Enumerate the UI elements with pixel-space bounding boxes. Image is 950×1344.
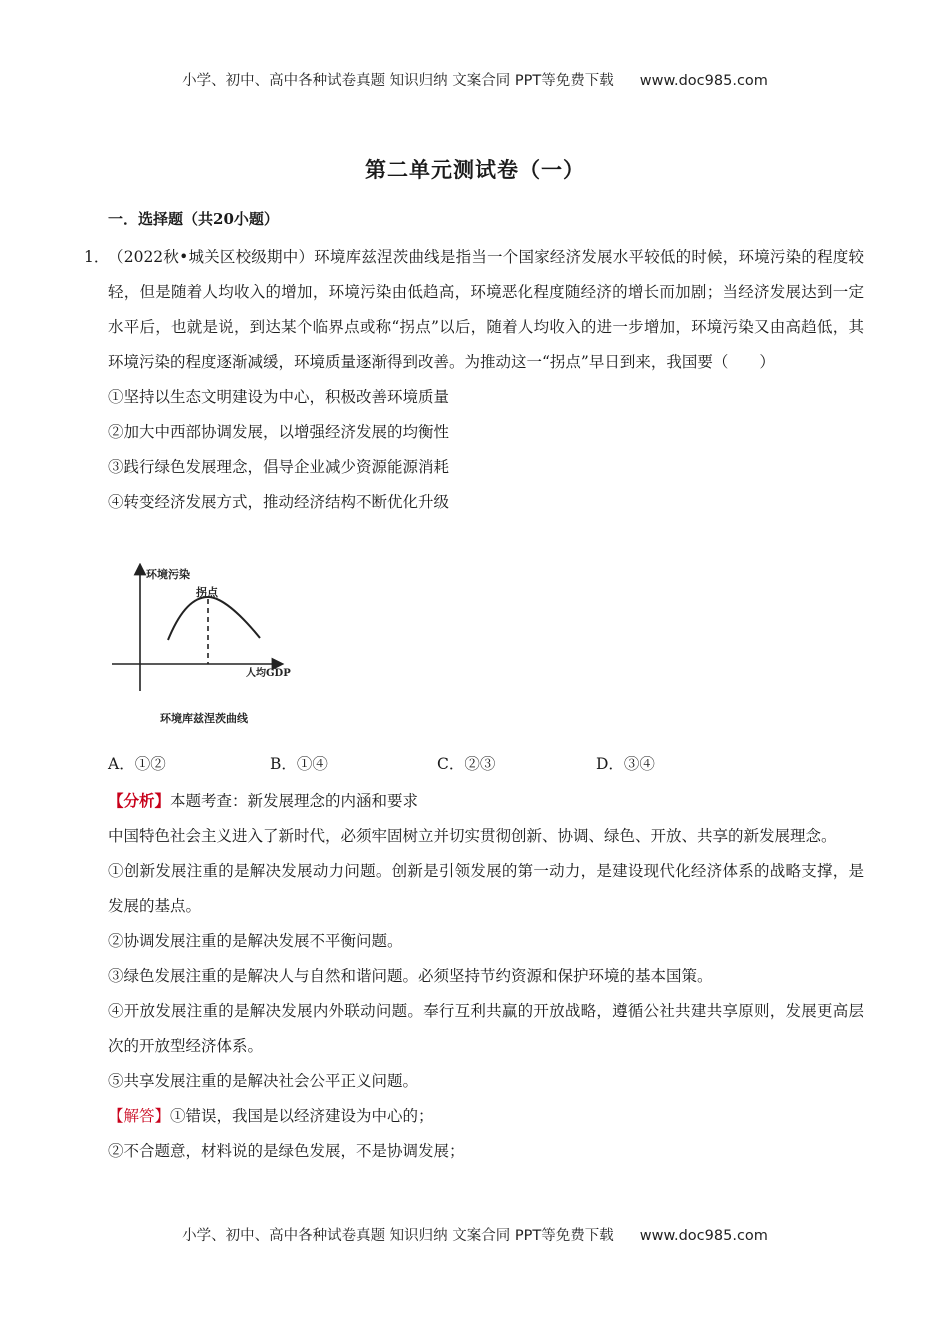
kuznets-curve-chart [108, 563, 308, 733]
choice-a[interactable]: A．①② [108, 755, 166, 773]
question-1 [84, 240, 864, 520]
header-site-link[interactable]: www.doc985.com [639, 73, 768, 89]
x-axis-label: 人均GDP [246, 668, 291, 679]
answer-line-text: ①错误，我国是以经济建设为中心的； [170, 1107, 434, 1125]
kuznets-curve-figure [108, 563, 308, 733]
section-heading: 一．选择题（共20小题） [108, 210, 279, 228]
analysis-paragraph: ①创新发展注重的是解决发展动力问题。创新是引领发展的第一动力，是建设现代化经济体系的战略支撑，是发展的基点。 [108, 862, 864, 915]
page-header [0, 69, 950, 90]
curve-line [168, 597, 260, 640]
analysis-paragraph: 中国特色社会主义进入了新时代，必须牢固树立并切实贯彻创新、协调、绿色、开放、共享的新发展理念。 [108, 827, 837, 845]
choice-d[interactable]: D．③④ [596, 755, 655, 773]
answer-tag: 【解答】 [108, 1107, 171, 1125]
answer-line: ②不合题意，材料说的是绿色发展，不是协调发展； [108, 1142, 465, 1160]
page-footer [0, 1224, 950, 1245]
footer-site-link[interactable]: www.doc985.com [639, 1228, 768, 1244]
analysis-paragraph: ④开放发展注重的是解决发展内外联动问题。奉行互利共赢的开放战略，遵循公社共建共享原则，发展更高层次的开放型经济体系。 [108, 1002, 864, 1055]
header-text: 小学、初中、高中各种试卷真题 知识归纳 文案合同 PPT等免费下载 [182, 73, 614, 89]
analysis-paragraph: ③绿色发展注重的是解决人与自然和谐问题。必须坚持节约资源和保护环境的基本国策。 [108, 967, 713, 985]
y-axis-label: 环境污染 [146, 568, 190, 581]
answer-choices [108, 747, 808, 781]
choice-c[interactable]: C．②③ [437, 755, 496, 773]
analysis-intro-text: 本题考查：新发展理念的内涵和要求 [170, 792, 419, 810]
analysis-paragraph: ⑤共享发展注重的是解决社会公平正义问题。 [108, 1072, 419, 1090]
figure-caption: 环境库兹涅茨曲线 [160, 712, 248, 725]
footer-text: 小学、初中、高中各种试卷真题 知识归纳 文案合同 PPT等免费下载 [182, 1228, 614, 1244]
statement-item: ③践行绿色发展理念，倡导企业减少资源能源消耗 [108, 458, 450, 476]
statement-item: ①坚持以生态文明建设为中心，积极改善环境质量 [108, 388, 450, 406]
document-title: 第二单元测试卷（一） [365, 157, 585, 182]
analysis-intro [108, 783, 864, 819]
question-number: 1． [84, 248, 110, 266]
question-stem: （2022秋•城关区校级期中）环境库兹涅茨曲线是指当一个国家经济发展水平较低的时候，环境污染的程度较轻，但是随着人均收入的增加，环境污染由低趋高，环境恶化程度随经济的增长而加剧；当经济发展达到一定水平后，也就是说，到达某个临界点或称“拐点”以后，随着人均收入的进一步增加，环境污染又由高趋低，其环境污染的程度逐渐减缓，环境质量逐渐得到改善。为推动这一“拐点”早日到来，我国要（ ） [108, 248, 864, 371]
peak-label: 拐点 [196, 586, 218, 599]
statement-item: ④转变经济发展方式，推动经济结构不断优化升级 [108, 493, 450, 511]
analysis-paragraph: ②协调发展注重的是解决发展不平衡问题。 [108, 932, 403, 950]
statement-item: ②加大中西部协调发展，以增强经济发展的均衡性 [108, 423, 450, 441]
analysis-tag: 【分析】 [108, 791, 171, 810]
statement-list [108, 380, 864, 520]
analysis-section [108, 783, 864, 1169]
choice-b[interactable]: B．①④ [270, 755, 328, 773]
answer-line [108, 1099, 864, 1134]
